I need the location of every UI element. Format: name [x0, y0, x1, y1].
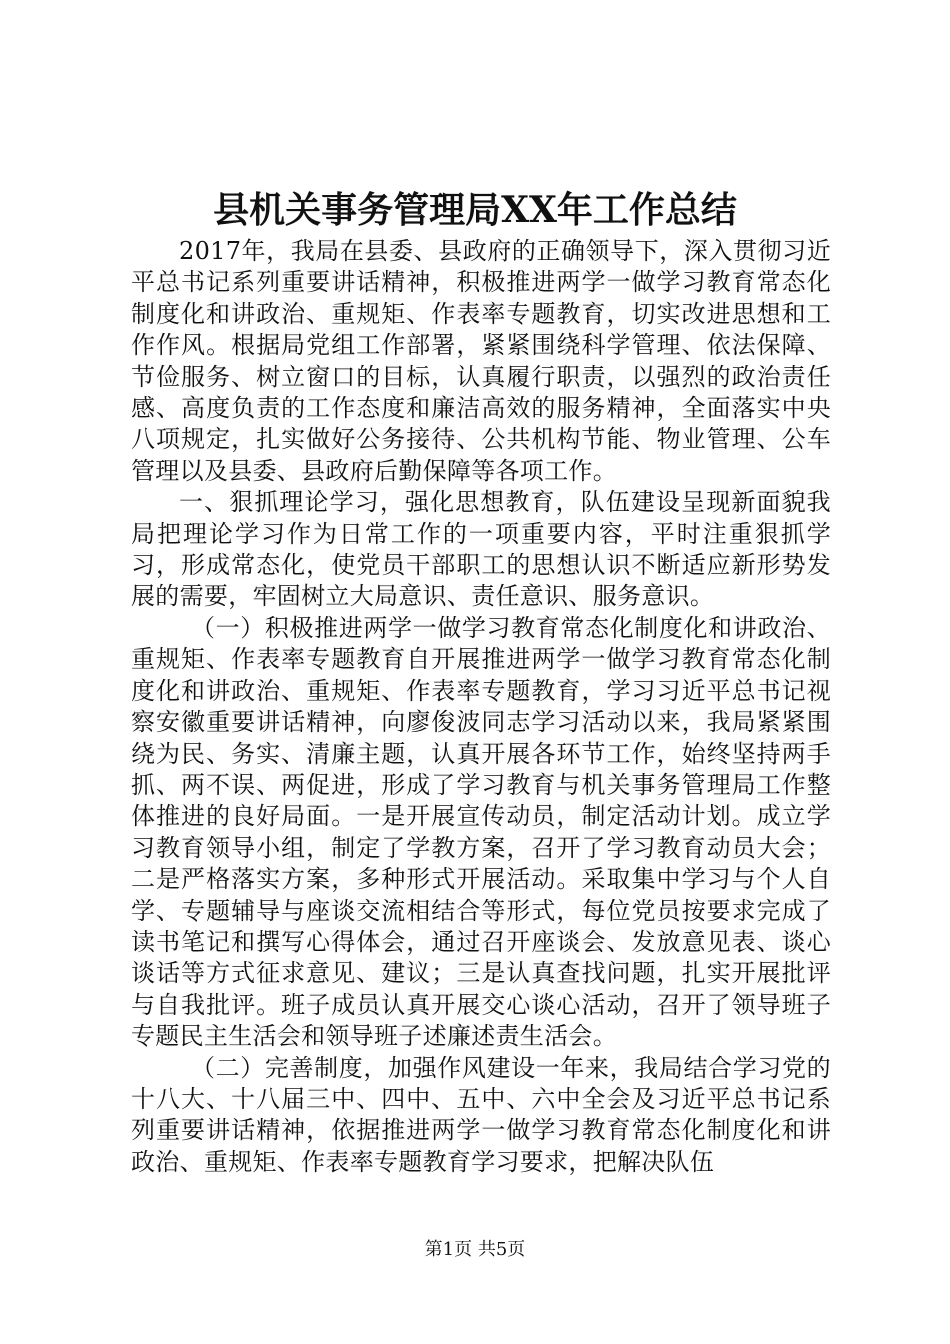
paragraph-section-1: 一、狠抓理论学习，强化思想教育，队伍建设呈现新面貌我局把理论学习作为日常工作的一项重要内容，平时注重狠抓学习，形成常态化，使党员干部职工的思想认识不断适应新形势发展的需要，牢固树立大局意识、责任意识、服务意识。: [131, 488, 831, 611]
paragraph-intro: 2017年，我局在县委、县政府的正确领导下，深入贯彻习近平总书记系列重要讲话精神，积极推进两学一做学习教育常态化制度化和讲政治、重规矩、作表率专题教育，切实改进思想和工作作风。根据局党组工作部署，紧紧围绕科学管理、依法保障、节俭服务、树立窗口的目标，认真履行职责，以强烈的政治责任感、高度负责的工作态度和廉洁高效的服务精神，全面落实中央八项规定，扎实做好公务接待、公共机构节能、物业管理、公车管理以及县委、县政府后勤保障等各项工作。: [131, 237, 831, 485]
document-body: [131, 236, 831, 1178]
paragraph-subsection-2: （二）完善制度，加强作风建设一年来，我局结合学习党的十八大、十八届三中、四中、五中、六中全会及习近平总书记系列重要讲话精神，依据推进两学一做学习教育常态化制度化和讲政治、重规矩、作表率专题教育学习要求，把解决队伍: [131, 1053, 831, 1176]
document-title: 县机关事务管理局XX年工作总结: [213, 189, 737, 231]
paragraph-subsection-1: （一）积极推进两学一做学习教育常态化制度化和讲政治、重规矩、作表率专题教育自开展推进两学一做学习教育常态化制度化和讲政治、重规矩、作表率专题教育，学习习近平总书记视察安徽重要讲话精神，向廖俊波同志学习活动以来，我局紧紧围绕为民、务实、清廉主题，认真开展各环节工作，始终坚持两手抓、两不误、两促进，形成了学习教育与机关事务管理局工作整体推进的良好局面。一是开展宣传动员，制定活动计划。成立学习教育领导小组，制定了学教方案，召开了学习教育动员大会；二是严格落实方案，多种形式开展活动。采取集中学习与个人自学、专题辅导与座谈交流相结合等形式，每位党员按要求完成了读书笔记和撰写心得体会，通过召开座谈会、发放意见表、谈心谈话等方式征求意见、建议；三是认真查找问题，扎实开展批评与自我批评。班子成员认真开展交心谈心活动，召开了领导班子专题民主生活会和领导班子述廉述责生活会。: [131, 613, 831, 1051]
page-number-footer: 第1页 共5页: [424, 1239, 526, 1260]
